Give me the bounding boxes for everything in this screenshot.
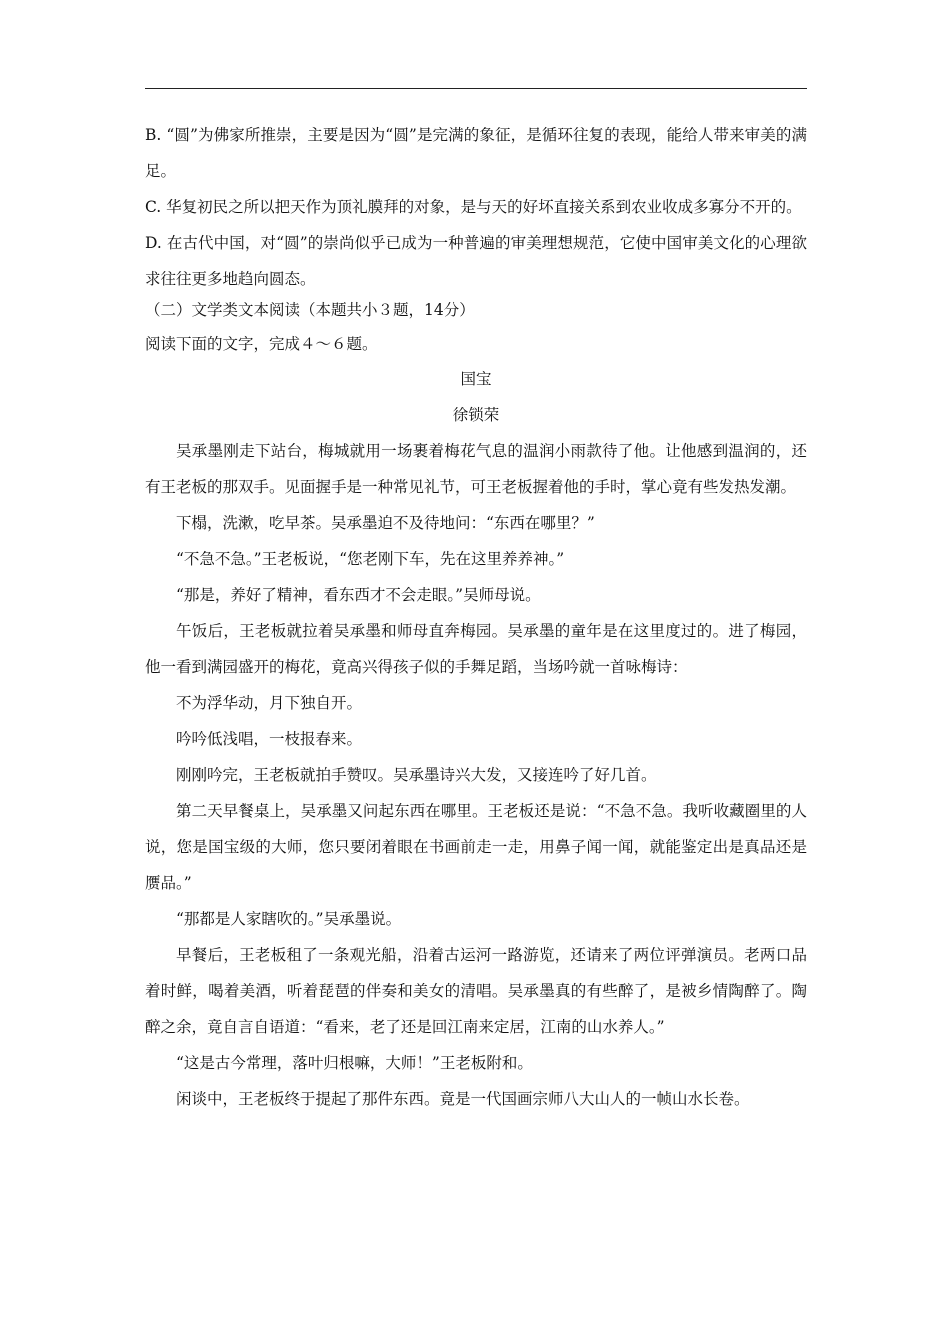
story-title: 国宝 (460, 370, 492, 388)
option-b: B. “圆”为佛家所推崇，主要是因为“圆”是完满的象征，是循环往复的表现，能给人带来审美的满足。 (145, 126, 807, 180)
story-paragraph: “那是，养好了精神，看东西才不会走眼。”吴师母说。 (176, 586, 541, 604)
story-paragraph: 下榻，洗漱，吃早茶。吴承墨迫不及待地问：“东西在哪里？” (176, 514, 595, 532)
option-d: D. 在古代中国，对“圆”的崇尚似乎已成为一种普遍的审美理想规范，它使中国审美文化的心理欲求往往更多地趋向圆态。 (145, 234, 807, 288)
option-c: C. 华复初民之所以把天作为顶礼膜拜的对象，是与天的好坏直接关系到农业收成多寡分不开的。 (145, 198, 802, 216)
section-heading: （二）文学类文本阅读（本题共小３题，14分） (145, 301, 475, 319)
story-author: 徐锁荣 (452, 406, 500, 424)
poem-line: 不为浮华动，月下独自开。 (176, 694, 363, 712)
story-paragraph: 午饭后，王老板就拉着吴承墨和师母直奔梅园。吴承墨的童年是在这里度过的。进了梅园，他一看到满园盛开的梅花，竟高兴得孩子似的手舞足蹈，当场吟就一首咏梅诗： (145, 622, 807, 676)
story-paragraph: 刚刚吟完，王老板就拍手赞叹。吴承墨诗兴大发，又接连吟了好几首。 (176, 766, 657, 784)
story-paragraph: 吴承墨刚走下站台，梅城就用一场裹着梅花气息的温润小雨款待了他。让他感到温润的，还有王老板的那双手。见面握手是一种常见礼节，可王老板握着他的手时，掌心竟有些发热发潮。 (145, 442, 807, 496)
header-rule (145, 88, 807, 89)
section-instruction: 阅读下面的文字，完成４～６题。 (145, 335, 378, 353)
story-paragraph: “不急不急。”王老板说，“您老刚下车，先在这里养养神。” (176, 550, 565, 568)
story-paragraph: “这是古今常理，落叶归根嘛，大师！”王老板附和。 (176, 1054, 533, 1072)
story-paragraph: 闲谈中，王老板终于提起了那件东西。竟是一代国画宗师八大山人的一帧山水长卷。 (176, 1090, 750, 1108)
story-paragraph: “那都是人家瞎吹的。”吴承墨说。 (176, 910, 402, 928)
document-body (145, 117, 807, 1117)
poem-line: 吟吟低浅唱，一枝报春来。 (176, 730, 363, 748)
story-paragraph: 第二天早餐桌上，吴承墨又问起东西在哪里。王老板还是说：“不急不急。我听收藏圈里的人说，您是国宝级的大师，您只要闭着眼在书画前走一走，用鼻子闻一闻，就能鉴定出是真品还是赝品。” (145, 802, 807, 892)
story-paragraph: 早餐后，王老板租了一条观光船，沿着古运河一路游览，还请来了两位评弹演员。老两口品着时鲜，喝着美酒，听着琵琶的伴奏和美女的清唱。吴承墨真的有些醉了，是被乡情陶醉了。陶醉之余，竟自言自语道：“看来，老了还是回江南来定居，江南的山水养人。” (145, 946, 807, 1036)
